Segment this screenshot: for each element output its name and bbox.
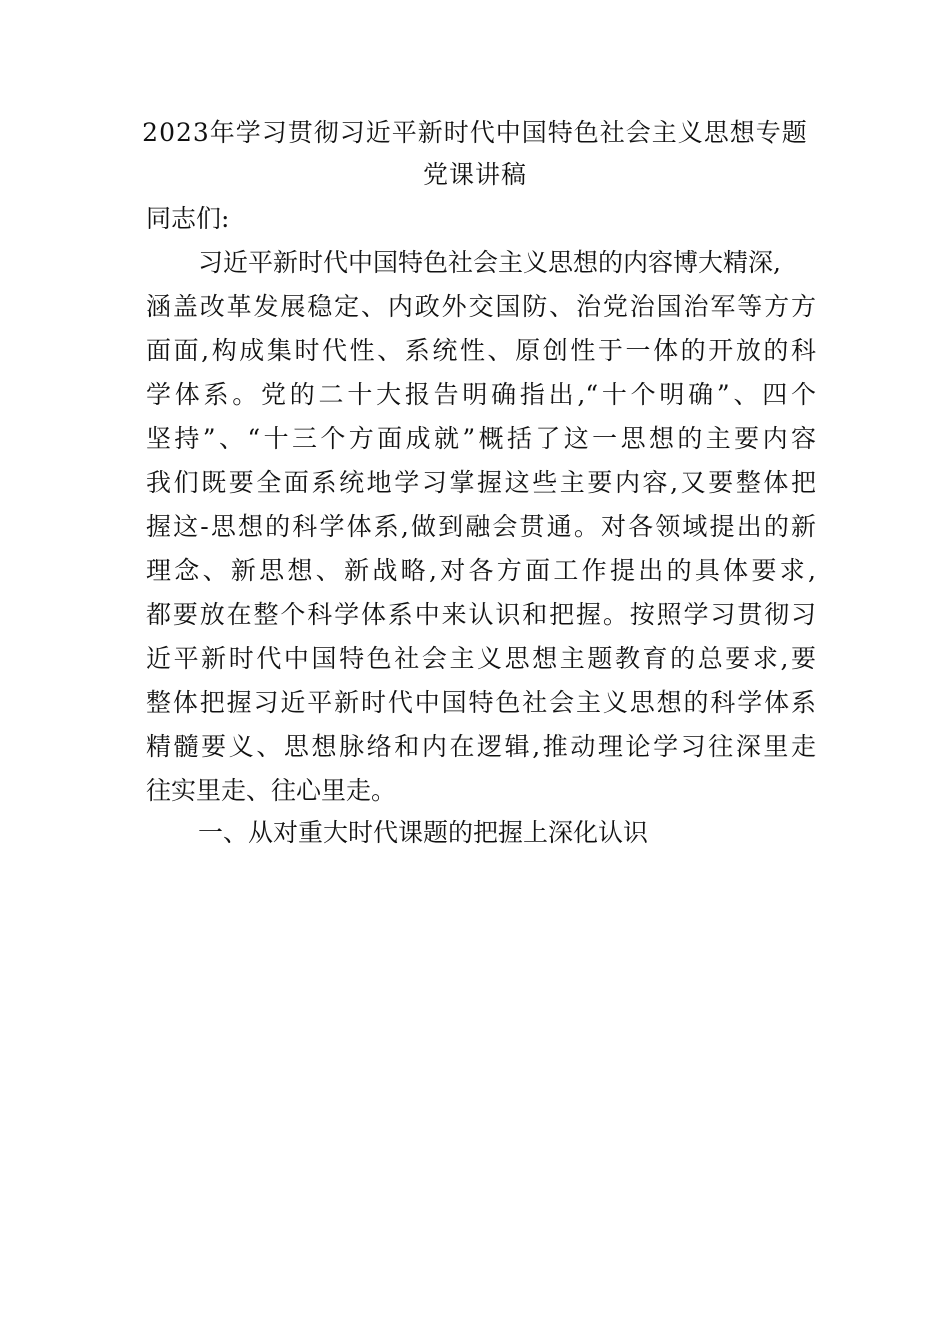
paragraph-line: 精髓要义、思想脉络和内在逻辑,推动理论学习往深里走 <box>146 732 816 761</box>
paragraph-line: 往实里走、往心里走。 <box>146 776 397 805</box>
document-title-line-1: 2023年学习贯彻习近平新时代中国特色社会主义思想专题 <box>142 118 808 147</box>
paragraph-line: 习近平新时代中国特色社会主义思想的内容博大精深, <box>198 248 781 277</box>
salutation: 同志们: <box>146 204 230 233</box>
document-title-line-2: 党课讲稿 <box>422 160 527 189</box>
paragraph-line: 面面,构成集时代性、系统性、原创性于一体的开放的科 <box>146 336 816 365</box>
paragraph-line: 学体系。党的二十大报告明确指出,“十个明确”、四个 <box>146 380 816 409</box>
paragraph-line: 涵盖改革发展稳定、内政外交国防、治党治国治军等方方 <box>146 292 816 321</box>
paragraph-line: 我们既要全面系统地学习掌握这些主要内容,又要整体把 <box>146 468 816 497</box>
paragraph-line: 整体把握习近平新时代中国特色社会主义思想的科学体系 <box>146 688 816 717</box>
paragraph-line: 握这-思想的科学体系,做到融会贯通。对各领域提出的新 <box>146 512 816 541</box>
paragraph-line: 坚持”、“十三个方面成就”概括了这一思想的主要内容 <box>146 424 816 453</box>
section-heading: 一、从对重大时代课题的把握上深化认识 <box>198 818 649 847</box>
paragraph-line: 都要放在整个科学体系中来认识和把握。按照学习贯彻习 <box>146 600 816 629</box>
paragraph-line: 理念、新思想、新战略,对各方面工作提出的具体要求, <box>146 556 816 585</box>
paragraph-line: 近平新时代中国特色社会主义思想主题教育的总要求,要 <box>146 644 816 673</box>
